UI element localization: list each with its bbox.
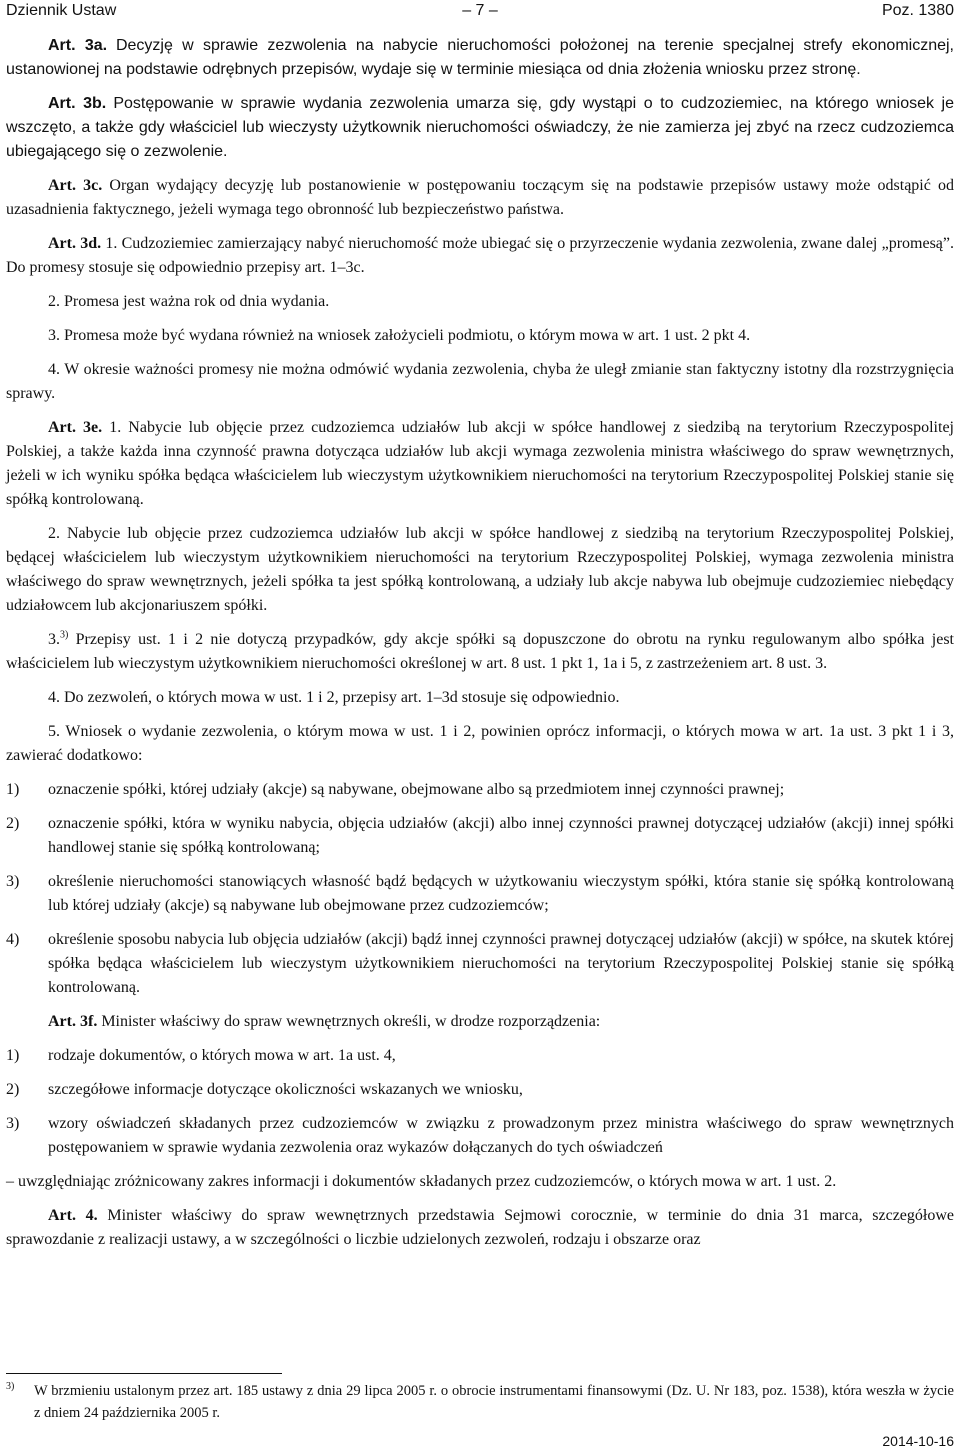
article-3e-par-1 [6,416,954,512]
page-number: – 7 – [462,2,498,19]
list-item [6,928,954,1000]
list-text: określenie nieruchomości stanowiących własność bądź będących w użytkowaniu wieczystym spółki, która stanie się spółką kontrolowaną lub której udziały (akcje) są nabywane lub obejmowane przez cudzoziemców; [48,873,954,914]
paragraph-text: Przepisy ust. 1 i 2 nie dotyczą przypadków, gdy akcje spółki są dopuszczone do obrotu na rynku regulowanym albo spółka jest właścicielem lub wieczystym użytkownikiem nieruchomości określonej w art. 8 ust. 1 pkt 1, 1a i 5, z zastrzeżeniem art. 8 ust. 3. [6,631,955,672]
article-label: Art. 3c. [48,177,103,194]
list-item [6,1078,954,1102]
footnote-ref[interactable]: 3) [60,629,69,641]
article-text: 1. Nabycie lub objęcie przez cudzoziemca udziałów lub akcji w spółce handlowej z siedzibą na terytorium Rzeczypospolitej Polskiej, a także każda inna czynność prawna dotycząca udziałów lub akcji wymaga zezwolenia ministra właściwego do spraw wewnętrznych, jeżeli w ich wyniku spółka będąca właścicielem lub wieczystym użytkownikiem nieruchomości na terytorium Rzeczypospolitej Polskiej stanie się spółką kontrolowaną. [6,419,954,508]
list-number: 2) [6,1081,20,1098]
journal-title: Dziennik Ustaw [6,2,117,19]
list-number: 1) [6,1047,20,1064]
print-date: 2014-10-16 [882,1433,954,1449]
list-item [6,778,954,802]
footnote-separator [6,1373,282,1374]
paragraph-number: 3. [48,631,60,648]
article-text: Decyzję w sprawie zezwolenia na nabycie nieruchomości położonej na terenie specjalnej strefy ekonomicznej, ustanowionej na podstawie odrębnych przepisów, wydaje się w terminie miesiąca od dnia złożenia wniosku przez stronę. [6,37,954,78]
article-text: Minister właściwy do spraw wewnętrznych określi, w drodze rozporządzenia: [101,1013,601,1030]
article-4 [6,1204,954,1252]
list-number: 3) [6,1115,20,1132]
article-3e-par-3 [6,628,954,676]
list-text: szczegółowe informacje dotyczące okoliczności wskazanych we wniosku, [48,1081,523,1098]
article-3e-par-2: 2. Nabycie lub objęcie przez cudzoziemca udziałów lub akcji w spółce handlowej z siedzibą na terytorium Rzeczypospolitej Polskiej, będącej właścicielem lub wieczystym użytkownikiem nieruchomości na terytorium Rzeczypospolitej Polskiej, wymaga zezwolenia ministra właściwego do spraw wewnętrznych, jeżeli spółka ta jest spółką kontrolowaną, a udziały lub akcje nabywa lub obejmuje cudzoziemiec niebędący udziałowcem lub akcjonariuszem spółki. [6,525,954,614]
list-item [6,870,954,918]
list-number: 3) [6,873,20,890]
footnote-number: 3) [6,1381,15,1392]
article-3d-par-2: 2. Promesa jest ważna rok od dnia wydania. [48,293,330,310]
list-text: rodzaje dokumentów, o których mowa w art. 1a ust. 4, [48,1047,396,1064]
article-3d-par-4: 4. W okresie ważności promesy nie można odmówić wydania zezwolenia, chyba że uległ zmianie stan faktyczny istotny dla rozstrzygnięcia sprawy. [6,361,954,402]
list-number: 2) [6,815,20,832]
page-header [6,2,954,24]
position-number: Poz. 1380 [881,2,954,19]
article-text: 1. Cudzoziemiec zamierzający nabyć nieruchomość może ubiegać się o przyrzeczenie wydania zezwolenia, zwane dalej „promesą”. Do promesy stosuje się odpowiednio przepisy art. 1–3c. [6,235,955,276]
list-number: 1) [6,781,20,798]
article-label: Art. 3e. [48,419,103,436]
list-text: oznaczenie spółki, której udziały (akcje) są nabywane, obejmowane albo są przedmiotem innej czynności prawnej; [48,781,785,798]
list-text: wzory oświadczeń składanych przez cudzoziemców w związku z prowadzonym przez ministra właściwego do spraw wewnętrznych postępowaniem w sprawie wydania zezwolenia oraz wykazów dołączanych do tych oświadczeń [48,1115,954,1156]
list-item [6,1044,954,1068]
list-number: 4) [6,931,20,948]
article-3e-par-4: 4. Do zezwoleń, o których mowa w ust. 1 i 2, przepisy art. 1–3d stosuje się odpowiednio. [48,689,620,706]
footnote [6,1380,954,1424]
article-3e-par-5: 5. Wniosek o wydanie zezwolenia, o którym mowa w ust. 1 i 2, powinien oprócz informacji, o których mowa w art. 1a ust. 3 pkt 1 i 3, zawierać dodatkowo: [6,723,954,764]
article-label: Art. 3d. [48,235,102,252]
article-text: Organ wydający decyzję lub postanowienie w postępowaniu toczącym się na podstawie przepisów ustawy może odstąpić od uzasadnienia faktycznego, jeżeli wymaga tego obronność lub bezpieczeństwo państwa. [6,177,954,218]
list-item [6,812,954,860]
article-label: Art. 3b. [48,95,107,112]
article-3f [6,1010,954,1034]
article-3a [6,34,954,82]
article-text: Minister właściwy do spraw wewnętrznych przedstawia Sejmowi corocznie, w terminie do dnia 31 marca, szczegółowe sprawozdanie z realizacji ustawy, a w szczególności o liczbie udzielonych zezwoleń, rodzaju i obszarze oraz [6,1207,955,1248]
article-text: Postępowanie w sprawie wydania zezwolenia umarza się, gdy wystąpi o to cudzoziemiec, na którego wniosek je wszczęto, a także gdy właściciel lub wieczysty użytkownik nieruchomości oświadczy, że nie zamierza jej zbyć na rzecz cudzoziemca ubiegającego się o zezwolenie. [6,95,954,160]
article-label: Art. 4. [48,1207,98,1224]
article-label: Art. 3a. [48,37,108,54]
article-3d-par-1 [6,232,954,280]
footnote-text: W brzmieniu ustalonym przez art. 185 ustawy z dnia 29 lipca 2005 r. o obrocie instrumentami finansowymi (Dz. U. Nr 183, poz. 1538), która weszła w życie z dniem 24 października 2005 r. [34,1383,954,1421]
document-body [6,34,954,1262]
article-3c [6,174,954,222]
article-3b [6,92,954,164]
article-3f-closing: – uwzględniając zróżnicowany zakres informacji i dokumentów składanych przez cudzoziemców, o których mowa w art. 1 ust. 2. [6,1173,837,1190]
list-text: oznaczenie spółki, która w wyniku nabycia, objęcia udziałów (akcji) albo innej czynności prawnej dotyczącej udziałów (akcji) innej spółki handlowej stanie się spółką kontrolowaną; [48,815,954,856]
article-3d-par-3: 3. Promesa może być wydana również na wniosek założycieli podmiotu, o którym mowa w art. 1 ust. 2 pkt 4. [48,327,751,344]
list-text: określenie sposobu nabycia lub objęcia udziałów (akcji) bądź innej czynności prawnej dotyczącej udziałów (akcji) w spółce, na skutek której spółka będąca właścicielem lub wieczystym użytkownikiem nieruchomości na terytorium Rzeczypospolitej Polskiej stanie się spółką kontrolowaną. [48,931,954,996]
list-item [6,1112,954,1160]
article-label: Art. 3f. [48,1013,98,1030]
